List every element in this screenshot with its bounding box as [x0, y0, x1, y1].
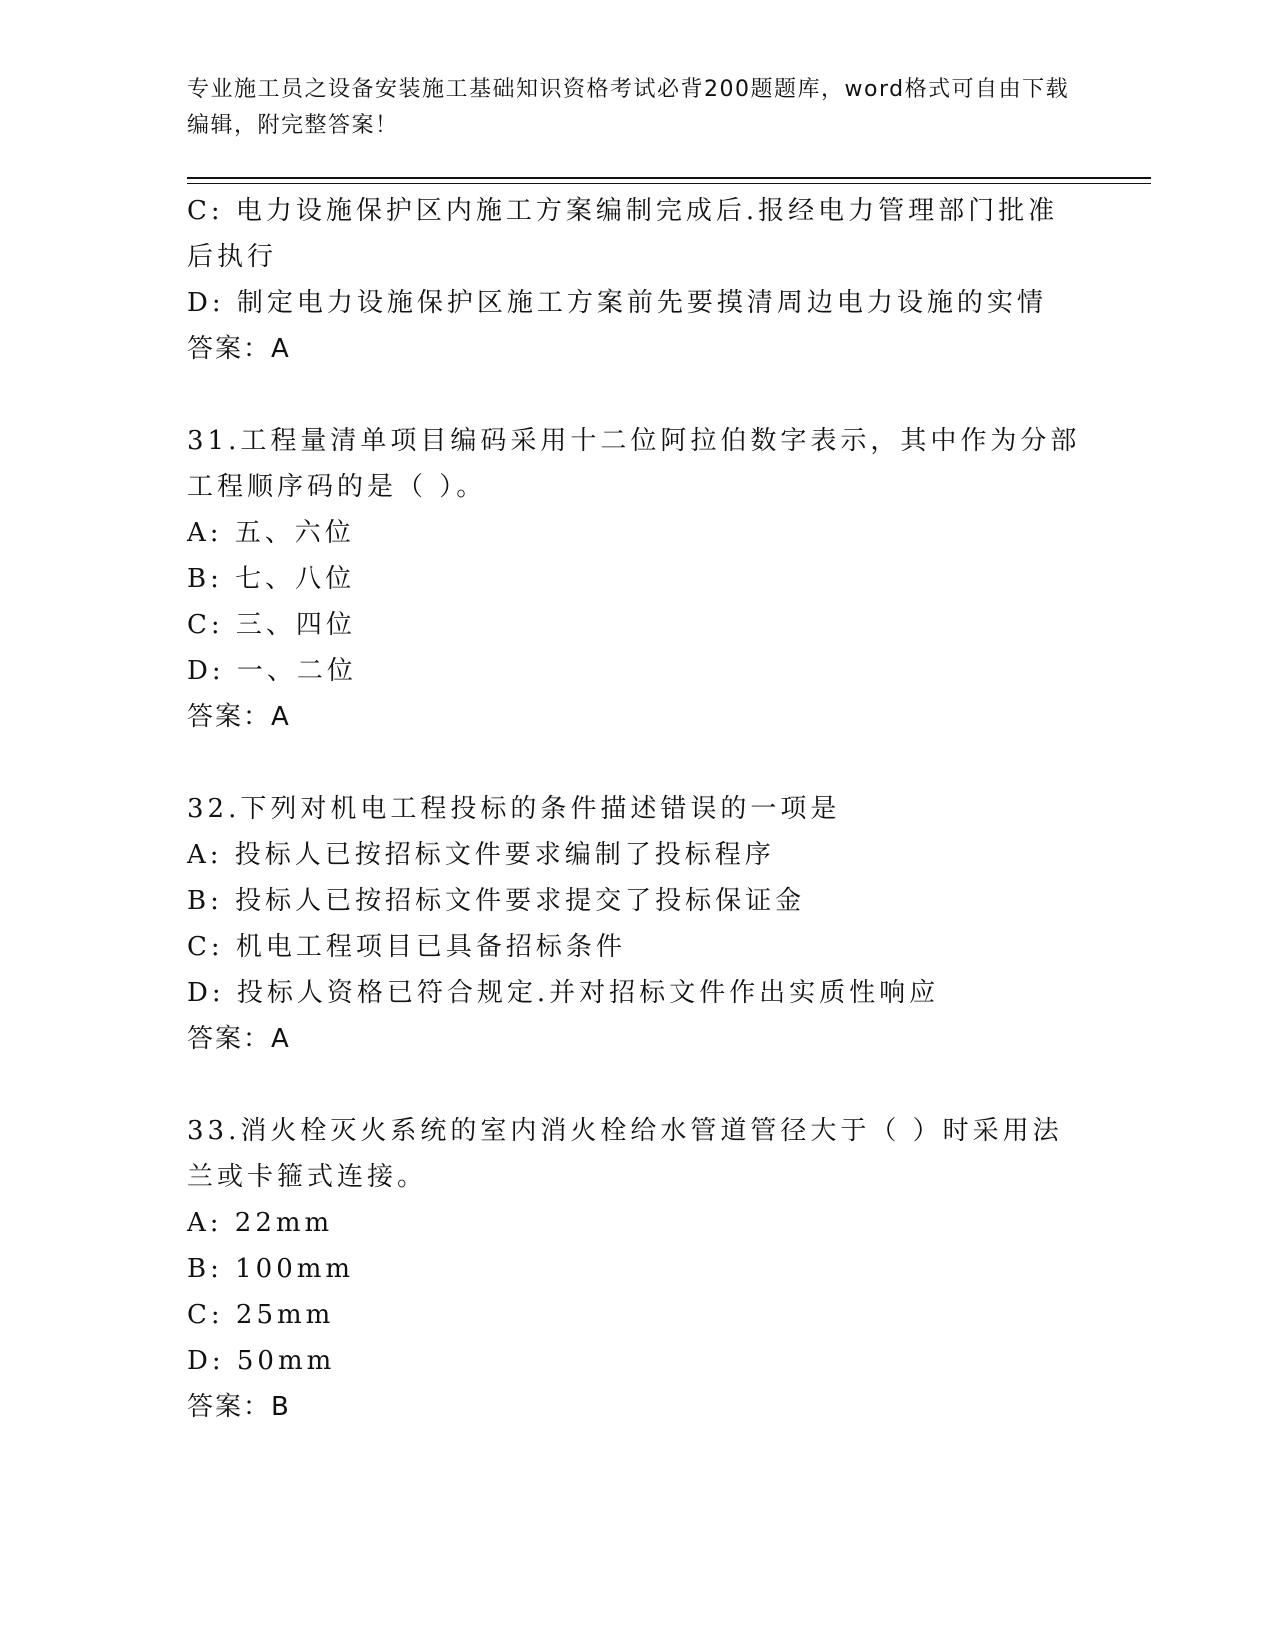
option-a: A: 22mm: [187, 1208, 334, 1238]
answer: 答案：A: [187, 1024, 291, 1054]
question-33: [187, 1108, 1087, 1430]
answer: 答案：B: [187, 1392, 291, 1422]
document-body: [187, 188, 1087, 1430]
document-header: [187, 72, 1087, 144]
option-a: A: 投标人已按招标文件要求编制了投标程序: [187, 840, 775, 870]
option-c: C: 25mm: [187, 1300, 335, 1330]
header-rule-thick: [187, 177, 1151, 179]
option-b: B: 七、八位: [187, 564, 356, 594]
header-rule-thin: [187, 183, 1151, 184]
option-b: B: 投标人已按招标文件要求提交了投标保证金: [187, 886, 806, 916]
option-c: C: 机电工程项目已具备招标条件: [187, 932, 626, 962]
option-d: D: 50mm: [187, 1346, 336, 1376]
option-d: D: 制定电力设施保护区施工方案前先要摸清周边电力设施的实情: [187, 288, 1047, 318]
question-31: [187, 418, 1087, 740]
header-title: 专业施工员之设备安装施工基础知识资格考试必背200题题库，word格式可自由下载编辑，附完整答案！: [187, 77, 1070, 138]
option-c: C: 三、四位: [187, 610, 356, 640]
answer: 答案：A: [187, 334, 291, 364]
question-stem: 33.消火栓灭火系统的室内消火栓给水管道管径大于（ ）时采用法兰或卡箍式连接。: [187, 1116, 1063, 1192]
option-d: D: 投标人资格已符合规定.并对招标文件作出实质性响应: [187, 978, 940, 1008]
question-30-continued: [187, 188, 1087, 372]
option-d: D: 一、二位: [187, 656, 357, 686]
option-a: A: 五、六位: [187, 518, 355, 548]
question-32: [187, 786, 1087, 1062]
question-stem: 32.下列对机电工程投标的条件描述错误的一项是: [187, 794, 841, 824]
answer: 答案：A: [187, 702, 291, 732]
option-b: B: 100mm: [187, 1254, 355, 1284]
question-stem: 31.工程量清单项目编码采用十二位阿拉伯数字表示，其中作为分部工程顺序码的是（ ）。: [187, 426, 1081, 502]
option-c: C: 电力设施保护区内施工方案编制完成后.报经电力管理部门批准后执行: [187, 196, 1059, 272]
